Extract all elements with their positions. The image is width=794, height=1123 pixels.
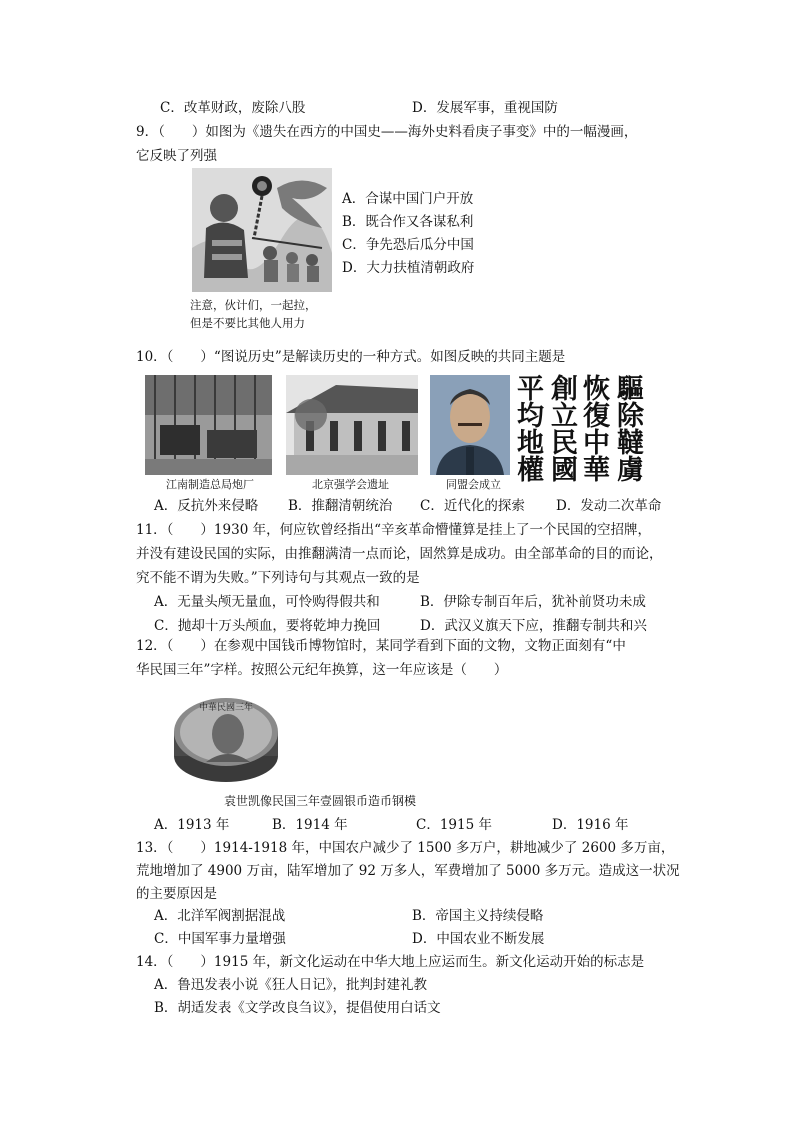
q9-caption-line1: 注意，伙计们，一起拉， [190, 298, 317, 312]
q10-calligraphy-col1: 驅除韃虜 [612, 374, 643, 482]
q12-stem-line1: 12．（ ）在参观中国钱币博物馆时，某同学看到下面的文物，文物正面刻有“中 [136, 638, 626, 654]
q12-coin-die-image [170, 688, 282, 786]
q13-option-a: A．北洋军阀割据混战 [154, 908, 286, 924]
q9-stem-line1: 9．（ ）如图为《遗失在西方的中国史——海外史料看庚子事变》中的一幅漫画， [136, 124, 638, 140]
q9-option-c: C．争先恐后瓜分中国 [342, 237, 474, 253]
q13-option-c: C．中国军事力量增强 [154, 931, 286, 947]
q10-option-a: A．反抗外来侵略 [154, 498, 259, 514]
q9-option-d: D．大力扶植清朝政府 [342, 260, 475, 276]
q10-stem: 10．（ ）“图说历史”是解读历史的一种方式。如图反映的共同主题是 [136, 349, 566, 365]
q9-option-b: B．既合作又各谋私利 [342, 214, 474, 230]
q10-caption-factory: 江南制造总局炮厂 [166, 478, 254, 491]
q10-sun-yat-sen-portrait [430, 375, 510, 475]
q11-option-a: A．无量头颅无量血，可怜购得假共和 [154, 594, 380, 610]
q11-stem-line1: 11．（ ）1930 年，何应钦曾经指出“辛亥革命懵懂算是挂上了一个民国的空招牌， [136, 522, 651, 538]
q9-option-a: A．合谋中国门户开放 [342, 191, 474, 207]
q11-stem-line2: 并没有建设民国的实际，由推翻满清一点而论，固然算是成功。由全部革命的目的而论， [136, 546, 663, 562]
q11-stem-line3: 究不能不谓为失败。”下列诗句与其观点一致的是 [136, 570, 420, 586]
q10-calligraphy-col2: 恢復中華 [578, 374, 609, 482]
q13-stem-line3: 的主要原因是 [136, 886, 217, 902]
q11-option-d: D．武汉义旗天下应，推翻专制共和兴 [420, 618, 647, 634]
q10-qiangxuehui-image [286, 375, 418, 475]
q10-calligraphy-col4: 平均地權 [512, 374, 543, 482]
q8-option-d: D．发展军事，重视国防 [412, 100, 558, 116]
q8-option-c: C．改革财政，废除八股 [160, 100, 306, 116]
q9-caption-line2: 但是不要比其他人用力 [190, 316, 305, 330]
q11-option-b: B．伊除专制百年后，犹补前贤功未成 [420, 594, 646, 610]
q12-coin-caption: 袁世凯像民国三年壹圆银币造币钢模 [224, 794, 417, 808]
q13-option-b: B．帝国主义持续侵略 [412, 908, 544, 924]
q10-option-b: B．推翻清朝统治 [288, 498, 393, 514]
q10-option-c: C．近代化的探索 [420, 498, 525, 514]
q9-stem-line2: 它反映了列强 [136, 148, 217, 164]
q11-option-c: C．抛却十万头颅血，要将乾坤力挽回 [154, 618, 381, 634]
q10-caption-qiangxuehui: 北京强学会遗址 [312, 478, 389, 491]
q10-calligraphy-col3: 創立民國 [546, 374, 577, 482]
q10-option-d: D．发动二次革命 [556, 498, 662, 514]
q10-caption-tongmenghui: 同盟会成立 [446, 478, 501, 491]
q12-option-c: C．1915 年 [416, 817, 492, 833]
q14-option-a: A．鲁迅发表小说《狂人日记》，批判封建礼教 [154, 977, 427, 993]
q12-option-b: B．1914 年 [272, 817, 348, 833]
q12-stem-line2: 华民国三年”字样。按照公元纪年换算，这一年应该是（ ） [136, 662, 508, 678]
q12-option-a: A．1913 年 [154, 817, 230, 833]
q10-factory-image [145, 375, 272, 475]
q14-stem: 14．（ ）1915 年，新文化运动在中华大地上应运而生。新文化运动开始的标志是 [136, 954, 645, 970]
q13-stem-line2: 荒地增加了 4900 万亩，陆军增加了 92 万多人，军费增加了 5000 多万元。造成这一状况 [136, 863, 680, 879]
q14-option-b: B．胡适发表《文学改良刍议》，提倡使用白话文 [154, 1000, 441, 1016]
q9-cartoon-image [192, 168, 332, 292]
q13-stem-line1: 13．（ ）1914-1918 年，中国农户减少了 1500 多万户，耕地减少了 2600 多万亩， [136, 840, 675, 856]
q13-option-d: D．中国农业不断发展 [412, 931, 545, 947]
q12-coin-rim-text: 中華民國三年 [198, 703, 254, 713]
q12-option-d: D．1916 年 [552, 817, 629, 833]
